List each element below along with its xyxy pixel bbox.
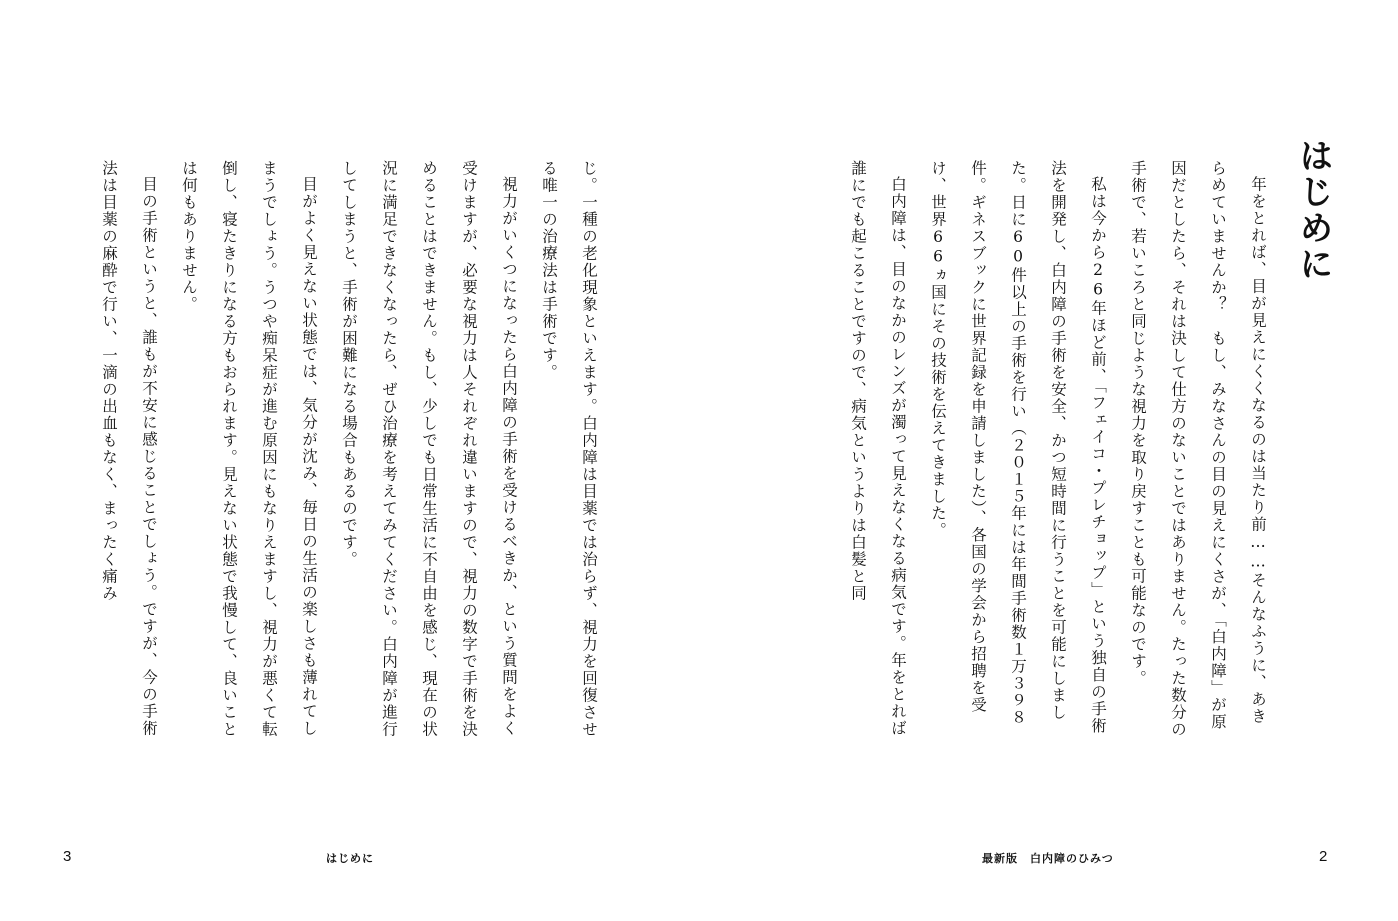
left-paragraph-3: 目がよく見えない状態では、気分が沈み、毎日の生活の楽しさも薄れてしまうでしょう。うつや痴呆症が進む原因にもなりえますし、視力が悪くて転倒し、寝たきりになる方もおられます。見えない状態で我慢して、良いことは何もありません。 — [180, 160, 318, 738]
page-number-left: 3 — [63, 848, 72, 865]
left-paragraph-4: 目の手術というと、誰もが不安に感じることでしょう。ですが、今の手術法は目薬の麻酔で行い、一滴の出血もなく、まったく痛み — [100, 160, 158, 737]
left-body-text — [89, 160, 609, 740]
chapter-title: はじめに — [1293, 138, 1333, 282]
left-paragraph-2: 視力がいくつになったら白内障の手術を受けるべきか、という質問をよく受けますが、必要な視力は人それぞれ違いますので、視力の数字で手術を決めることはできません。もし、少しでも日常生活に不自由を感じ、現在の状況に満足できなくなったら、ぜひ治療を考えてみてください。白内障が進行してしまうと、手術が困難になる場合もあるのです。 — [340, 160, 518, 738]
right-body-text — [838, 160, 1278, 740]
right-paragraph-1: 年をとれば、目が見えにくくなるのは当たり前……そんなふうに、あきらめていませんか？ もし、みなさんの目の見えにくさが、「白内障」が原因だとしたら、それは決して仕方のないことではありません。たった数分の手術で、若いころと同じような視力を取り戻すことも可能なのです。 — [1129, 160, 1267, 738]
right-page — [699, 0, 1398, 921]
right-paragraph-3: 白内障は、目のなかのレンズが濁って見えなくなる病気です。年をとれば誰にでも起こることですので、病気というよりは白髪と同 — [849, 160, 907, 737]
running-head-left: はじめに — [326, 852, 374, 865]
left-paragraph-1: じ。一種の老化現象といえます。白内障は目薬では治らず、視力を回復させる唯一の治療法は手術です。 — [540, 160, 598, 738]
page-number-right: 2 — [1319, 848, 1328, 865]
running-head-right: 最新版 白内障のひみつ — [982, 852, 1114, 865]
right-paragraph-2: 私は今から26年ほど前、「フェイコ・プレチョップ」という独自の手術法を開発し、白内障の手術を安全、かつ短時間に行うことを可能にしました。日に60件以上の手術を行い（２０１５年には年間手術数１万３９８件。ギネスブックに世界記録を申請しました）、各国の学会から招聘を受け、世界66ヵ国にその技術を伝えてきました。 — [929, 160, 1107, 734]
